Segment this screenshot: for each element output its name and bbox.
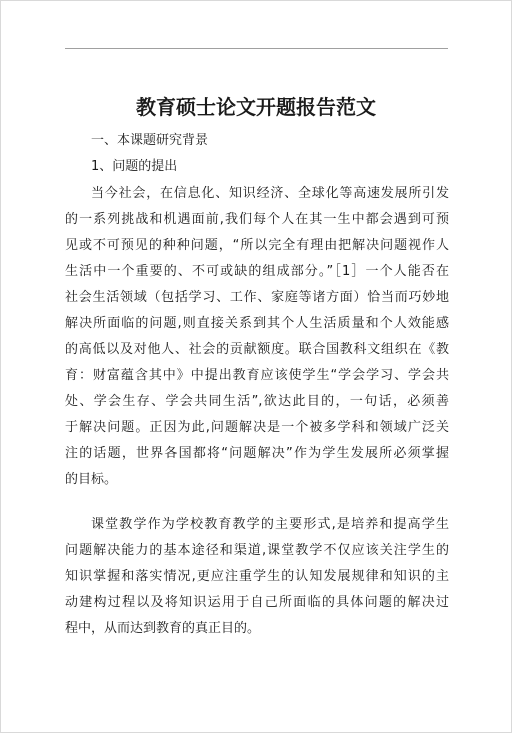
paragraph-line: 的目标。 (65, 472, 118, 487)
paragraph-line: 的高低以及对他人、社会的贡献额度。联合国教科文组织在《教 (65, 342, 449, 357)
document-title: 教育硕士论文开题报告范文 (136, 95, 376, 119)
paragraph-line: 课堂教学作为学校教育教学的主要形式,是培养和提高学生 (91, 517, 449, 532)
subsection-heading: 1、问题的提出 (91, 159, 178, 174)
paragraph-line: 解决所面临的问题,则直接关系到其个人生活质量和个人效能感 (65, 316, 449, 331)
body-paragraph-1 (65, 181, 449, 493)
section-heading: 一、本课题研究背景 (91, 133, 209, 148)
paragraph-line: 于解决问题。正因为此,问题解决是一个被多学科和领域广泛关 (65, 420, 449, 435)
paragraph-line: 的一系列挑战和机遇面前,我们每个人在其一生中都会遇到可预 (65, 212, 449, 227)
paragraph-line: 注的话题，世界各国都将“问题解决”作为学生发展所必须掌握 (65, 446, 449, 461)
paragraph-line: 社会生活领域（包括学习、工作、家庭等诸方面）恰当而巧妙地 (65, 290, 449, 305)
paragraph-line: 处、学会生存、学会共同生活”,欲达此目的，一句话，必须善 (65, 394, 449, 409)
body-paragraph-2 (65, 512, 449, 642)
paragraph-line: 问题解决能力的基本途径和渠道,课堂教学不仅应该关注学生的 (65, 543, 449, 558)
header-rule (65, 48, 448, 49)
paragraph-line: 动建构过程以及将知识运用于自己所面临的具体问题的解决过 (65, 595, 449, 610)
paragraph-line: 见或不可预见的种种问题，“所以完全有理由把解决问题视作人 (65, 238, 449, 253)
paragraph-line: 知识掌握和落实情况,更应注重学生的认知发展规律和知识的主 (65, 569, 449, 584)
paragraph-line: 当今社会，在信息化、知识经济、全球化等高速发展所引发 (91, 186, 449, 201)
paragraph-line: 育：财富蕴含其中》中提出教育应该使学生“学会学习、学会共 (65, 368, 449, 383)
paragraph-line: 生活中一个重要的、不可或缺的组成部分。”［1］一个人能否在 (65, 264, 449, 279)
paragraph-line: 程中，从而达到教育的真正目的。 (65, 621, 261, 636)
